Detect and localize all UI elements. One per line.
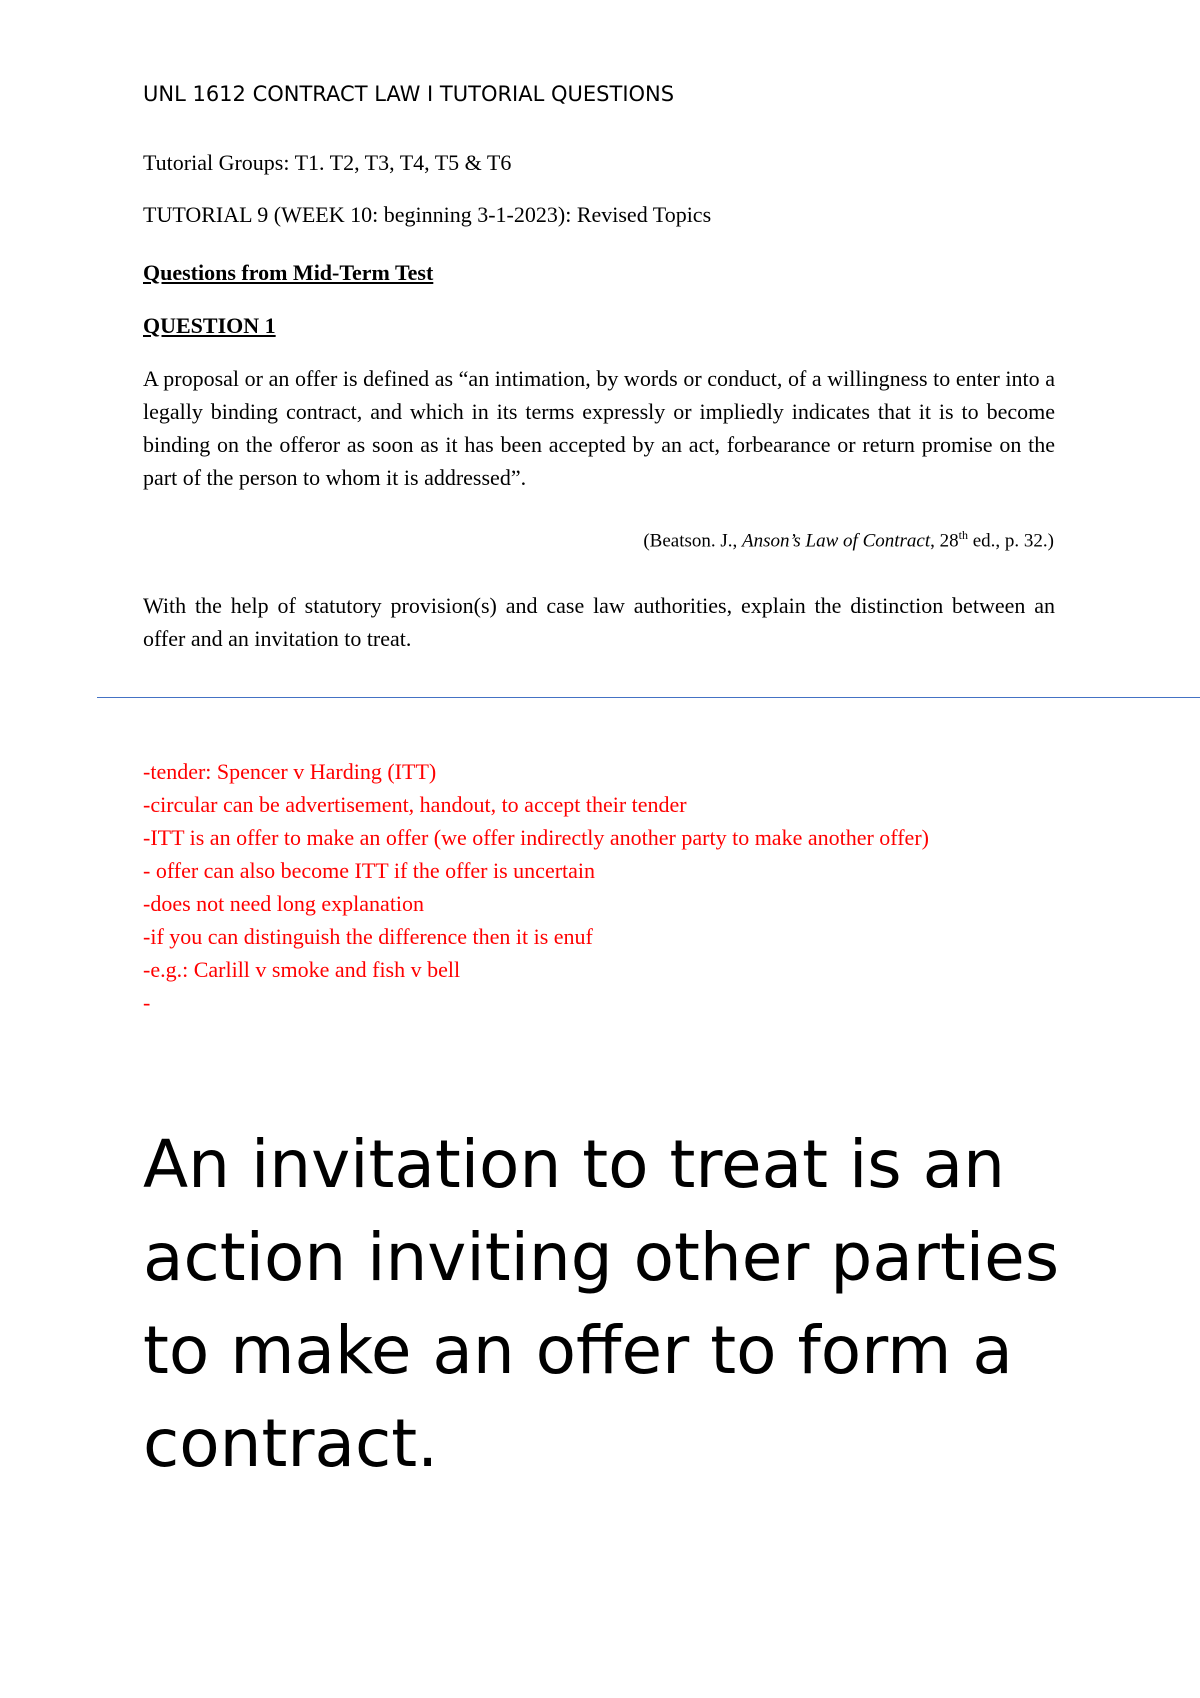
citation-edition: , 28 (930, 530, 959, 552)
answer-text: An invitation to treat is an action inviting other parties to make an offer to form a contract. (143, 1126, 1060, 1482)
note-item: -circular can be advertisement, handout, to accept their tender (143, 792, 687, 817)
tutorial-groups: Tutorial Groups: T1. T2, T3, T4, T5 & T6 (143, 150, 512, 175)
tutorial-info: TUTORIAL 9 (WEEK 10: beginning 3-1-2023): Revised Topics (143, 202, 712, 227)
note-item: - (143, 990, 151, 1015)
question-task: With the help of statutory provision(s) and case law authorities, explain the distinction between an offer and an invitation to treat. (143, 593, 1055, 651)
note-item: - offer can also become ITT if the offer is uncertain (143, 858, 596, 883)
note-item: -e.g.: Carlill v smoke and fish v bell (143, 957, 461, 982)
note-item: -does not need long explanation (143, 891, 425, 916)
citation-book-title: Anson’s Law of Contract (742, 530, 931, 552)
document-title: UNL 1612 CONTRACT LAW I TUTORIAL QUESTIONS (143, 82, 675, 106)
horizontal-divider (97, 697, 1200, 698)
note-item: -ITT is an offer to make an offer (we offer indirectly another party to make another offer) (143, 825, 929, 850)
citation-prefix: (Beatson. J., (643, 530, 743, 552)
question-heading: QUESTION 1 (143, 313, 276, 338)
offer-definition-quote: A proposal or an offer is defined as “an intimation, by words or conduct, of a willingness to enter into a legally binding contract, and which in its terms expressly or impliedly indicates that it is to become binding on the offeror as soon as it has been accepted by an act, forbearance or return promise on the part of the person to whom it is addressed”. (143, 366, 1055, 490)
section-heading: Questions from Mid-Term Test (143, 260, 434, 285)
red-notes-list (143, 755, 1055, 1019)
citation-suffix: ed., p. 32.) (967, 530, 1054, 552)
note-item: -tender: Spencer v Harding (ITT) (143, 759, 437, 784)
citation (643, 528, 1054, 552)
citation-edition-suffix: th (958, 528, 968, 542)
note-item: -if you can distinguish the difference then it is enuf (143, 924, 593, 949)
